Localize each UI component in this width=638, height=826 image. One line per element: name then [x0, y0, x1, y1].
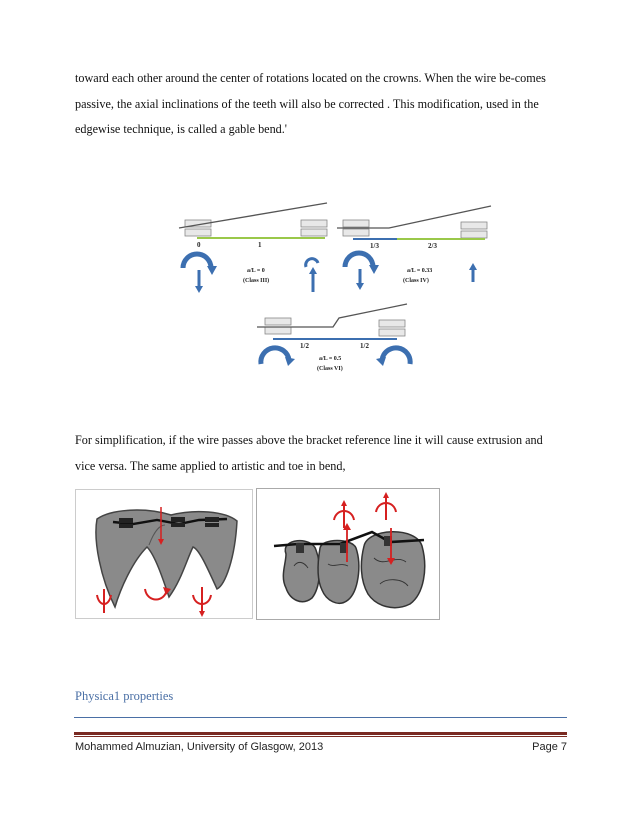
- label-a-right: 1: [258, 241, 262, 249]
- ratio-a: a/L = 0: [247, 268, 265, 274]
- page-footer: [75, 741, 567, 753]
- footer-rule-thick: [74, 732, 567, 735]
- footer-rule-thin: [74, 717, 567, 718]
- class-c: (Class VI): [317, 366, 343, 372]
- class-b: (Class IV): [403, 278, 429, 284]
- label-b-left: 1/3: [370, 242, 379, 250]
- ratio-c: a/L = 0.5: [319, 356, 342, 362]
- footer-author: Mohammed Almuzian, University of Glasgow, 2013: [75, 741, 324, 753]
- footer-rule-under: [74, 736, 567, 737]
- page-number: Page 7: [532, 741, 567, 753]
- panel-class-iii: [179, 203, 327, 293]
- ratio-b: a/L = 0.33: [407, 268, 433, 274]
- teeth-bracket-figure-left: [75, 489, 253, 619]
- panel-class-vi: [257, 304, 410, 372]
- label-c-right: 1/2: [360, 342, 369, 350]
- label-c-left: 1/2: [300, 342, 309, 350]
- label-a-left: 0: [197, 241, 201, 249]
- paragraph-simplification: For simplification, if the wire passes above the bracket reference line it will cause extrusion and vice versa. The same applied to artistic and toe in bend,: [75, 433, 543, 473]
- paragraph-gable-bend: toward each other around the center of rotations located on the crowns. When the wire be-comes passive, the axial inclinations of the teeth will also be corrected . This modification, used in the edgewise technique, is called a gable bend.': [75, 71, 546, 136]
- teeth-bracket-figure-right: [256, 488, 440, 620]
- section-heading: Physica1 properties: [75, 689, 174, 703]
- label-b-right: 2/3: [428, 242, 437, 250]
- panel-class-iv: [337, 206, 491, 290]
- class-a: (Class III): [243, 278, 270, 284]
- gable-bend-diagram: [175, 200, 495, 380]
